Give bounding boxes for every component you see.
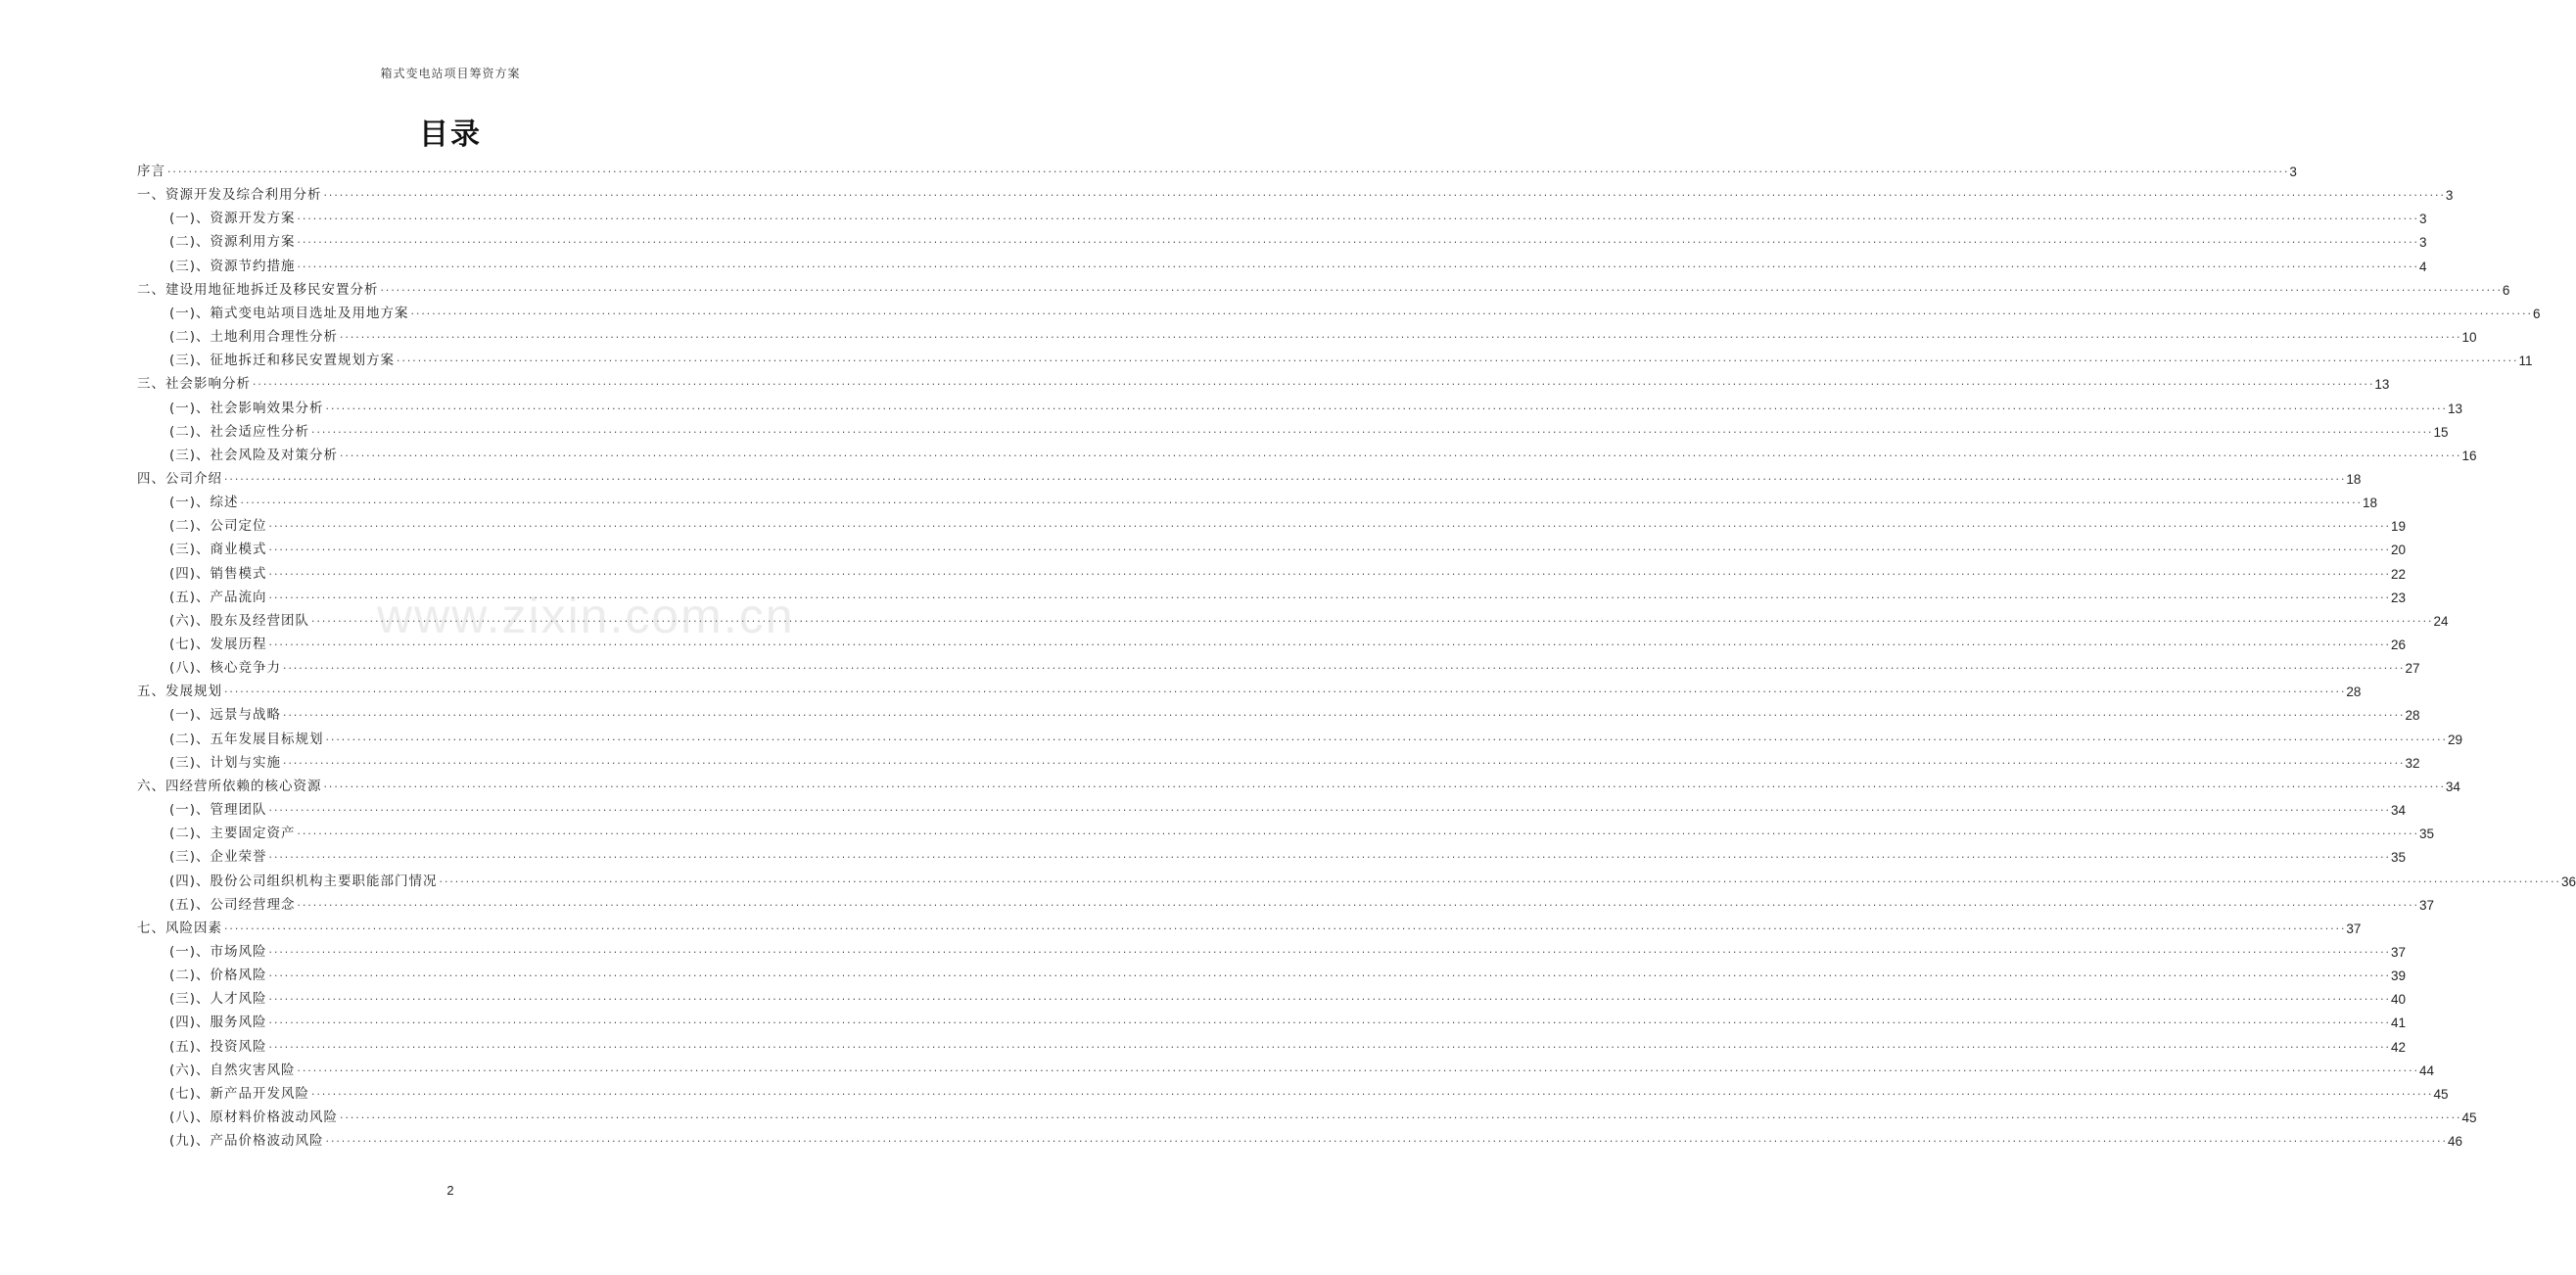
toc-entry-page: 37 — [2390, 944, 2406, 960]
toc-leader-dots: ................................................................................................................................................................................................................................................................................................................................................................................................................ — [310, 425, 2433, 436]
toc-leader-dots: ................................................................................................................................................................................................................................................................................................................................................................................................................ — [324, 732, 2447, 743]
toc-entry[interactable] — [169, 300, 2541, 321]
toc-leader-dots: ................................................................................................................................................................................................................................................................................................................................................................................................................ — [267, 1016, 2390, 1027]
toc-entry-label: (三)、人才风险 — [169, 991, 267, 1008]
toc-leader-dots: ................................................................................................................................................................................................................................................................................................................................................................................................................ — [282, 662, 2405, 673]
toc-entry-page: 20 — [2390, 543, 2406, 558]
toc-entry[interactable] — [169, 1009, 2406, 1031]
toc-entry-label: (二)、资源利用方案 — [169, 234, 296, 251]
toc-leader-dots: ................................................................................................................................................................................................................................................................................................................................................................................................................ — [296, 1063, 2418, 1074]
toc-entry-page: 42 — [2390, 1039, 2406, 1055]
toc-entry[interactable] — [137, 158, 2297, 179]
toc-entry-label: (七)、发展历程 — [169, 637, 267, 652]
toc-entry-label: (一)、资源开发方案 — [169, 211, 296, 227]
toc-entry[interactable] — [169, 868, 2576, 889]
toc-entry-label: (九)、产品价格波动风险 — [169, 1133, 324, 1150]
toc-leader-dots: ................................................................................................................................................................................................................................................................................................................................................................................................................ — [438, 874, 2560, 885]
toc-entry-page: 24 — [2433, 613, 2449, 629]
toc-entry[interactable] — [169, 1033, 2406, 1055]
toc-leader-dots: ................................................................................................................................................................................................................................................................................................................................................................................................................ — [322, 189, 2445, 200]
toc-entry-label: (五)、产品流向 — [169, 589, 267, 605]
toc-entry-label: (二)、价格风险 — [169, 968, 267, 984]
toc-entry-page: 34 — [2390, 803, 2406, 819]
toc-leader-dots: ................................................................................................................................................................................................................................................................................................................................................................................................................ — [296, 827, 2418, 838]
toc-leader-dots: ................................................................................................................................................................................................................................................................................................................................................................................................................ — [267, 638, 2390, 648]
toc-title: 目录 — [419, 118, 482, 152]
toc-entry[interactable] — [169, 1104, 2477, 1125]
toc-leader-dots: ................................................................................................................................................................................................................................................................................................................................................................................................................ — [267, 851, 2390, 862]
toc-entry-label: 一、资源开发及综合利用分析 — [137, 187, 322, 204]
toc-entry-page: 3 — [2418, 235, 2427, 251]
running-header: 箱式变电站项目筹资方案 — [380, 67, 521, 80]
toc-entry-page: 28 — [2346, 685, 2362, 700]
toc-entry[interactable] — [169, 560, 2406, 582]
toc-entry-page: 35 — [2418, 826, 2434, 842]
toc-entry-label: (四)、销售模式 — [169, 565, 267, 582]
toc-entry-page: 35 — [2390, 850, 2406, 866]
toc-entry-page: 18 — [2346, 471, 2362, 487]
toc-entry[interactable] — [169, 749, 2420, 771]
toc-entry-label: (二)、土地利用合理性分析 — [169, 329, 339, 346]
toc-leader-dots: ................................................................................................................................................................................................................................................................................................................................................................................................................ — [267, 993, 2390, 1004]
toc-entry[interactable] — [169, 891, 2434, 913]
toc-leader-dots: ................................................................................................................................................................................................................................................................................................................................................................................................................ — [282, 709, 2405, 720]
toc-entry[interactable] — [169, 654, 2420, 677]
toc-leader-dots: ................................................................................................................................................................................................................................................................................................................................................................................................................ — [324, 1135, 2447, 1146]
toc-entry[interactable] — [169, 726, 2462, 747]
toc-entry-label: 五、发展规划 — [137, 684, 222, 700]
toc-entry[interactable] — [169, 985, 2406, 1008]
toc-entry[interactable] — [137, 370, 2390, 393]
toc-entry-label: (二)、五年发展目标规划 — [169, 731, 324, 747]
toc-entry[interactable] — [169, 820, 2434, 842]
toc-entry-page: 13 — [2374, 377, 2390, 393]
toc-entry-page: 3 — [2418, 212, 2427, 227]
toc-entry-label: (三)、资源节约措施 — [169, 258, 296, 274]
toc-entry-page: 3 — [2445, 188, 2454, 204]
toc-entry-page: 19 — [2390, 519, 2406, 535]
toc-entry-page: 26 — [2390, 638, 2406, 652]
toc-leader-dots: ................................................................................................................................................................................................................................................................................................................................................................................................................ — [339, 331, 2461, 342]
toc-entry[interactable] — [169, 1057, 2434, 1078]
toc-leader-dots: ................................................................................................................................................................................................................................................................................................................................................................................................................ — [267, 520, 2390, 531]
toc-entry[interactable] — [169, 347, 2533, 369]
toc-entry-label: (三)、社会风险及对策分析 — [169, 447, 339, 463]
toc-entry[interactable] — [137, 773, 2460, 794]
toc-entry-page: 3 — [2289, 165, 2297, 179]
toc-leader-dots: ................................................................................................................................................................................................................................................................................................................................................................................................................ — [267, 590, 2390, 601]
toc-entry-page: 37 — [2418, 897, 2434, 913]
toc-leader-dots: ................................................................................................................................................................................................................................................................................................................................................................................................................ — [223, 472, 2346, 483]
toc-entry-page: 23 — [2390, 590, 2406, 605]
toc-leader-dots: ................................................................................................................................................................................................................................................................................................................................................................................................................ — [166, 165, 2289, 175]
toc-entry-page: 4 — [2418, 259, 2427, 274]
toc-entry-label: (一)、社会影响效果分析 — [169, 400, 324, 416]
toc-entry-page: 16 — [2461, 448, 2477, 463]
toc-leader-dots: ................................................................................................................................................................................................................................................................................................................................................................................................................ — [296, 212, 2418, 223]
toc-entry[interactable] — [169, 1127, 2462, 1150]
toc-entry-page: 45 — [2461, 1110, 2477, 1125]
toc-entry[interactable] — [169, 253, 2427, 274]
toc-entry-page: 10 — [2461, 330, 2477, 346]
toc-entry[interactable] — [169, 536, 2406, 558]
toc-entry[interactable] — [137, 678, 2362, 700]
toc-leader-dots: ................................................................................................................................................................................................................................................................................................................................................................................................................ — [267, 969, 2390, 980]
toc-entry[interactable] — [169, 395, 2462, 416]
toc-entry-label: (七)、新产品开发风险 — [169, 1085, 310, 1102]
toc-entry-page: 39 — [2390, 968, 2406, 984]
toc-entry-label: (三)、企业荣誉 — [169, 849, 267, 866]
toc-entry-page: 37 — [2346, 921, 2362, 936]
toc-entry-label: 六、四经营所依赖的核心资源 — [137, 778, 322, 794]
toc-entry[interactable] — [137, 465, 2362, 487]
toc-entry-label: (五)、投资风险 — [169, 1038, 267, 1055]
toc-leader-dots: ................................................................................................................................................................................................................................................................................................................................................................................................................ — [223, 921, 2346, 932]
toc-entry-label: (二)、主要固定资产 — [169, 826, 296, 842]
toc-entry-label: (三)、商业模式 — [169, 542, 267, 558]
toc-leader-dots: ................................................................................................................................................................................................................................................................................................................................................................................................................ — [267, 804, 2390, 815]
toc-entry[interactable] — [169, 323, 2477, 346]
toc-leader-dots: ................................................................................................................................................................................................................................................................................................................................................................................................................ — [324, 401, 2447, 412]
toc-entry[interactable] — [137, 181, 2454, 204]
toc-entry-page: 29 — [2447, 732, 2462, 747]
toc-leader-dots: ................................................................................................................................................................................................................................................................................................................................................................................................................ — [296, 898, 2418, 909]
toc-entry-page: 46 — [2447, 1134, 2462, 1150]
toc-entry[interactable] — [169, 796, 2406, 819]
toc-entry-label: (四)、股份公司组织机构主要职能部门情况 — [169, 873, 438, 889]
toc-entry-label: (一)、综述 — [169, 495, 239, 511]
toc-entry[interactable] — [169, 962, 2406, 984]
toc-entry-page: 27 — [2405, 661, 2420, 677]
toc-entry-label: (一)、管理团队 — [169, 802, 267, 819]
toc-entry-label: (八)、原材料价格波动风险 — [169, 1110, 339, 1125]
toc-entry[interactable] — [169, 701, 2420, 724]
toc-entry-label: (三)、征地拆迁和移民安置规划方案 — [169, 353, 396, 369]
toc-entry-page: 34 — [2445, 779, 2460, 794]
toc-leader-dots: ................................................................................................................................................................................................................................................................................................................................................................................................................ — [339, 449, 2461, 459]
toc-entry-page: 36 — [2560, 874, 2576, 889]
toc-leader-dots: ................................................................................................................................................................................................................................................................................................................................................................................................................ — [252, 378, 2374, 389]
toc-entry[interactable] — [169, 205, 2427, 227]
toc-leader-dots: ................................................................................................................................................................................................................................................................................................................................................................................................................ — [223, 685, 2346, 696]
toc-entry-label: (六)、自然灾害风险 — [169, 1062, 296, 1078]
toc-entry-label: (八)、核心竞争力 — [169, 660, 282, 677]
toc-entry-page: 13 — [2447, 401, 2462, 416]
toc-entry-page: 32 — [2405, 755, 2420, 771]
toc-entry[interactable] — [137, 915, 2362, 936]
toc-entry-label: (五)、公司经营理念 — [169, 896, 296, 913]
toc-entry-page: 22 — [2390, 566, 2406, 582]
toc-entry[interactable] — [169, 228, 2427, 251]
toc-entry-page: 45 — [2433, 1086, 2449, 1102]
toc-leader-dots: ................................................................................................................................................................................................................................................................................................................................................................................................................ — [282, 756, 2405, 767]
toc-entry[interactable] — [169, 418, 2449, 440]
toc-entry[interactable] — [137, 276, 2510, 298]
toc-entry-label: 三、社会影响分析 — [137, 376, 251, 393]
toc-entry-label: (一)、箱式变电站项目选址及用地方案 — [169, 305, 409, 321]
toc-entry-page: 11 — [2518, 354, 2533, 369]
toc-entry[interactable] — [169, 1080, 2449, 1102]
toc-leader-dots: ................................................................................................................................................................................................................................................................................................................................................................................................................ — [310, 1087, 2433, 1098]
toc-entry-page: 44 — [2418, 1062, 2434, 1078]
toc-entry-label: (六)、股东及经营团队 — [169, 612, 310, 629]
toc-entry-label: (一)、市场风险 — [169, 943, 267, 960]
watermark: www.zixin.com.cn — [377, 589, 795, 643]
toc-leader-dots: ................................................................................................................................................................................................................................................................................................................................................................................................................ — [339, 1111, 2461, 1121]
toc-leader-dots: ................................................................................................................................................................................................................................................................................................................................................................................................................ — [267, 1040, 2390, 1051]
toc-leader-dots: ................................................................................................................................................................................................................................................................................................................................................................................................................ — [267, 543, 2390, 554]
toc-leader-dots: ................................................................................................................................................................................................................................................................................................................................................................................................................ — [379, 283, 2502, 294]
toc-entry-label: 四、公司介绍 — [137, 470, 222, 487]
toc-entry[interactable] — [169, 512, 2406, 535]
toc-entry-label: 二、建设用地征地拆迁及移民安置分析 — [137, 281, 379, 298]
toc-leader-dots: ................................................................................................................................................................................................................................................................................................................................................................................................................ — [267, 945, 2390, 956]
toc-entry[interactable] — [169, 489, 2377, 511]
toc-entry-page: 41 — [2390, 1015, 2406, 1031]
toc-leader-dots: ................................................................................................................................................................................................................................................................................................................................................................................................................ — [267, 567, 2390, 578]
toc-entry-label: (二)、公司定位 — [169, 518, 267, 535]
toc-leader-dots: ................................................................................................................................................................................................................................................................................................................................................................................................................ — [296, 260, 2418, 270]
toc-entry[interactable] — [169, 843, 2406, 866]
toc-entry-page: 15 — [2433, 424, 2449, 440]
toc-entry-label: (四)、服务风险 — [169, 1015, 267, 1031]
toc-entry-page: 28 — [2405, 708, 2420, 724]
toc-leader-dots: ................................................................................................................................................................................................................................................................................................................................................................................................................ — [396, 354, 2518, 365]
toc-entry-page: 18 — [2362, 496, 2377, 511]
toc-leader-dots: ................................................................................................................................................................................................................................................................................................................................................................................................................ — [322, 779, 2445, 790]
toc-entry[interactable] — [169, 938, 2406, 960]
toc-entry-page: 40 — [2390, 992, 2406, 1008]
toc-entry-page: 6 — [2502, 282, 2510, 298]
toc-leader-dots: ................................................................................................................................................................................................................................................................................................................................................................................................................ — [310, 614, 2433, 625]
toc-leader-dots: ................................................................................................................................................................................................................................................................................................................................................................................................................ — [409, 307, 2532, 317]
toc-entry-label: 序言 — [137, 164, 165, 179]
toc-entry-label: (一)、远景与战略 — [169, 707, 282, 724]
toc-entry-label: (二)、社会适应性分析 — [169, 423, 310, 440]
toc-leader-dots: ................................................................................................................................................................................................................................................................................................................................................................................................................ — [239, 496, 2362, 507]
toc-entry[interactable] — [169, 442, 2477, 463]
toc-entry-label: 七、风险因素 — [137, 920, 222, 936]
toc-entry-label: (三)、计划与实施 — [169, 754, 282, 771]
page-number: 2 — [446, 1183, 454, 1198]
toc-entry-page: 6 — [2532, 306, 2541, 321]
toc-leader-dots: ................................................................................................................................................................................................................................................................................................................................................................................................................ — [296, 236, 2418, 247]
